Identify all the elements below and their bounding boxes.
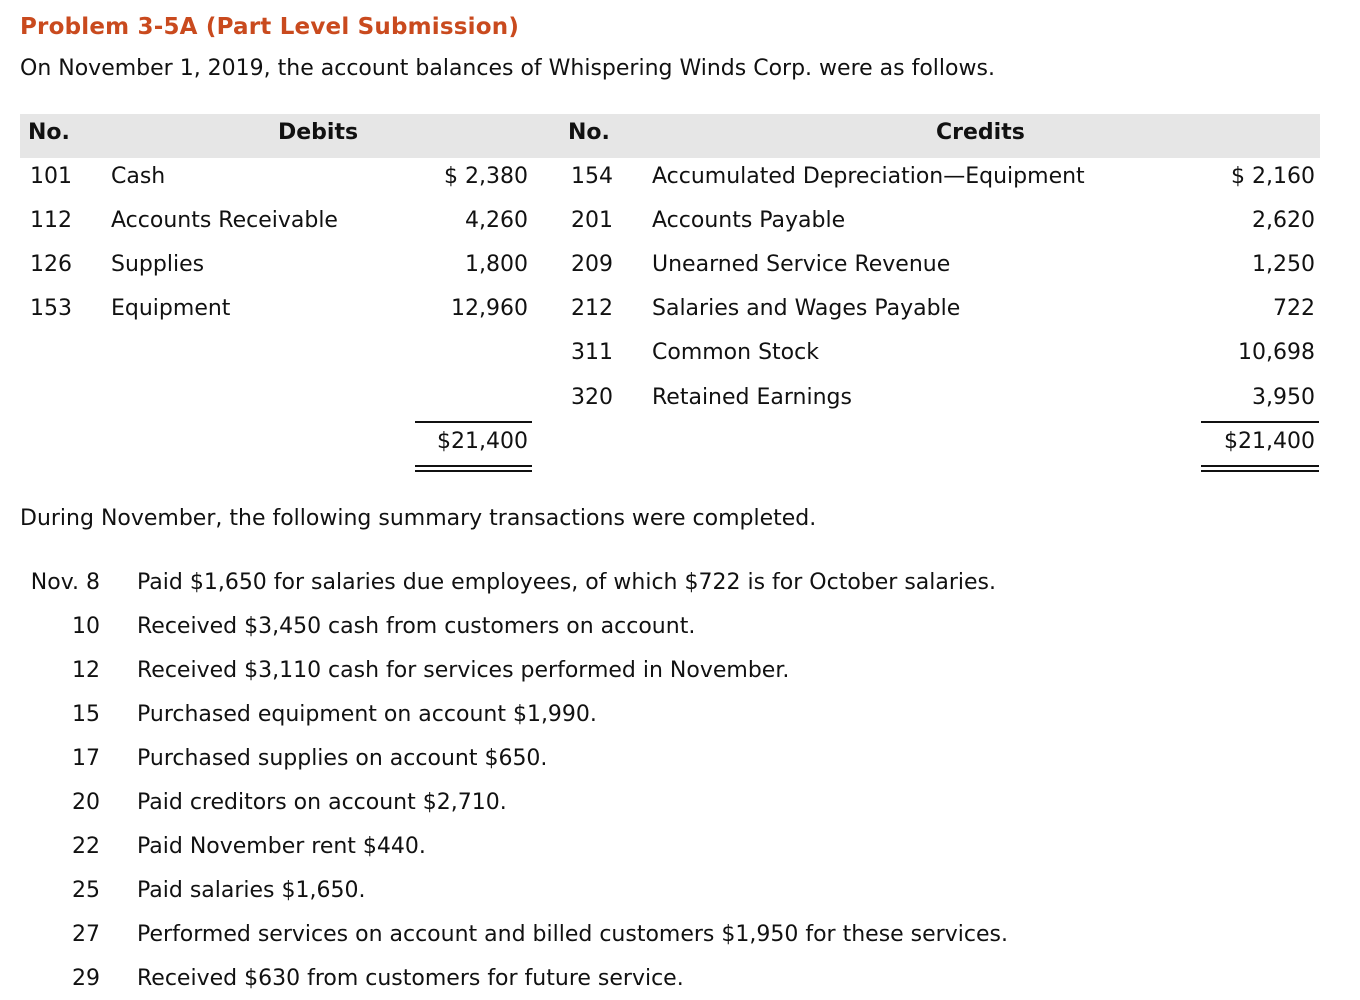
- credit-no: 320: [571, 385, 613, 410]
- debit-no: 126: [30, 252, 72, 277]
- credit-amount: $ 2,160: [1231, 164, 1315, 189]
- transaction-date: 25: [72, 878, 100, 903]
- transaction-text: Performed services on account and billed customers $1,950 for these services.: [137, 922, 1008, 947]
- debit-amount: 4,260: [465, 208, 528, 233]
- transaction-text: Paid November rent $440.: [137, 834, 426, 859]
- transaction-text: Purchased equipment on account $1,990.: [137, 702, 597, 727]
- header-credits: Credits: [936, 120, 1025, 145]
- debit-no: 101: [30, 164, 72, 189]
- transaction-date: 17: [72, 746, 100, 771]
- credit-amount: 3,950: [1252, 385, 1315, 410]
- header-no-credits: No.: [568, 120, 610, 145]
- credit-amount: 2,620: [1252, 208, 1315, 233]
- transaction-date: 22: [72, 834, 100, 859]
- debit-amount: $ 2,380: [444, 164, 528, 189]
- header-debits: Debits: [278, 120, 359, 145]
- transactions-intro: During November, the following summary transactions were completed.: [20, 506, 817, 531]
- transaction-date: 29: [72, 966, 100, 991]
- table-header: [20, 114, 1320, 158]
- credit-total-rule: [1201, 421, 1319, 423]
- credit-account: Salaries and Wages Payable: [652, 296, 961, 321]
- credit-no: 209: [571, 252, 613, 277]
- debit-amount: 1,800: [465, 252, 528, 277]
- credit-amount: 1,250: [1252, 252, 1315, 277]
- credit-amount: 10,698: [1238, 340, 1315, 365]
- credit-no: 201: [571, 208, 613, 233]
- transaction-text: Received $3,450 cash from customers on account.: [137, 614, 696, 639]
- debit-no: 112: [30, 208, 72, 233]
- debit-total-rule: [415, 421, 532, 423]
- credit-account: Common Stock: [652, 340, 819, 365]
- header-no-debits: No.: [28, 120, 70, 145]
- credit-no: 311: [571, 340, 613, 365]
- credit-account: Unearned Service Revenue: [652, 252, 951, 277]
- debit-total: $21,400: [437, 429, 528, 454]
- transaction-text: Paid salaries $1,650.: [137, 878, 366, 903]
- transaction-date: 12: [72, 658, 100, 683]
- transaction-text: Received $630 from customers for future service.: [137, 966, 684, 991]
- credit-account: Accumulated Depreciation—Equipment: [652, 164, 1085, 189]
- credit-no: 212: [571, 296, 613, 321]
- transaction-date: 20: [72, 790, 100, 815]
- credit-no: 154: [571, 164, 613, 189]
- debit-account: Accounts Receivable: [111, 208, 338, 233]
- transaction-text: Purchased supplies on account $650.: [137, 746, 548, 771]
- transaction-date: 10: [72, 614, 100, 639]
- credit-account: Retained Earnings: [652, 385, 852, 410]
- credit-total-double-rule: [1201, 465, 1319, 472]
- credit-account: Accounts Payable: [652, 208, 846, 233]
- credit-amount: 722: [1273, 296, 1315, 321]
- transaction-date: 15: [72, 702, 100, 727]
- transaction-text: Paid $1,650 for salaries due employees, of which $722 is for October salaries.: [137, 570, 996, 595]
- credit-total: $21,400: [1224, 429, 1315, 454]
- transaction-date: Nov. 8: [30, 570, 100, 595]
- debit-account: Supplies: [111, 252, 205, 277]
- debit-no: 153: [30, 296, 72, 321]
- transaction-text: Received $3,110 cash for services performed in November.: [137, 658, 790, 683]
- transaction-date: 27: [72, 922, 100, 947]
- debit-account: Cash: [111, 164, 166, 189]
- debit-account: Equipment: [111, 296, 231, 321]
- debit-amount: 12,960: [451, 296, 528, 321]
- debit-total-double-rule: [415, 465, 532, 472]
- intro-text: On November 1, 2019, the account balances of Whispering Winds Corp. were as follows.: [20, 56, 995, 81]
- transaction-text: Paid creditors on account $2,710.: [137, 790, 507, 815]
- problem-title: Problem 3-5A (Part Level Submission): [20, 14, 520, 40]
